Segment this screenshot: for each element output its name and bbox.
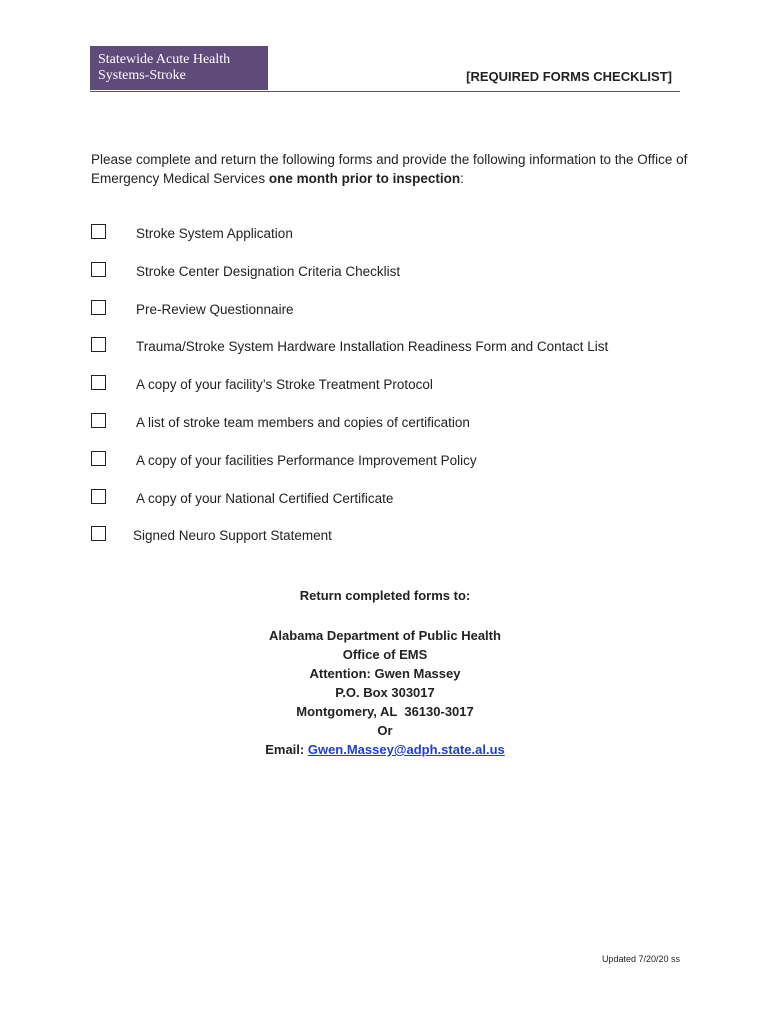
mailing-address (0, 626, 770, 759)
intro-paragraph (91, 150, 691, 188)
updated-note: Updated 7/20/20 ss (601, 954, 680, 964)
org-name-line1: Statewide Acute Health (98, 52, 231, 67)
document-title: [REQUIRED FORMS CHECKLIST] (466, 69, 672, 84)
checkbox[interactable] (91, 375, 106, 390)
checkbox[interactable] (91, 262, 106, 277)
email-link[interactable]: Gwen.Massey@adph.state.al.us (307, 742, 505, 757)
intro-punctuation: : (460, 171, 464, 186)
checklist-item (91, 337, 711, 375)
checkbox[interactable] (91, 224, 106, 239)
email-label: Email: (265, 742, 308, 757)
org-header-box (90, 46, 268, 90)
checklist-item-label: Stroke System Application (136, 226, 293, 241)
checklist-item (91, 526, 711, 564)
return-heading: Return completed forms to: (299, 588, 471, 603)
intro-text: Please complete and return the following forms and provide the following information to the Office of Emergency Medical Services (91, 152, 688, 186)
checklist-item-label: A list of stroke team members and copies of certification (136, 414, 470, 430)
checkbox[interactable] (91, 337, 106, 352)
checklist-item (91, 300, 711, 338)
checklist-item (91, 451, 711, 489)
checkbox[interactable] (91, 451, 106, 466)
checkbox[interactable] (91, 526, 106, 541)
address-city: Montgomery, AL 36130-3017 (296, 704, 474, 719)
checkbox[interactable] (91, 489, 106, 504)
address-po-box: P.O. Box 303017 (335, 685, 435, 700)
checklist-item (91, 413, 711, 451)
checklist-item-label: Stroke Center Designation Criteria Checklist (136, 263, 401, 279)
checklist-item (91, 224, 711, 262)
forms-checklist (91, 224, 711, 564)
checklist-item (91, 375, 711, 413)
address-department: Alabama Department of Public Health (269, 628, 501, 643)
checklist-item-label: A copy of your facilities Performance Improvement Policy (136, 452, 477, 468)
address-attention: Attention: Gwen Massey (309, 666, 461, 681)
checkbox[interactable] (91, 300, 106, 315)
intro-deadline: one month prior to inspection (268, 171, 461, 186)
checkbox[interactable] (91, 413, 106, 428)
checklist-item-label: A copy of your National Certified Certificate (136, 490, 394, 506)
checklist-item-label: Pre-Review Questionnaire (136, 301, 294, 317)
org-name-line2: Systems-Stroke (98, 68, 186, 83)
checklist-item (91, 489, 711, 527)
checklist-item (91, 262, 711, 300)
checklist-item-label: Trauma/Stroke System Hardware Installation Readiness Form and Contact List (136, 339, 609, 355)
checklist-item-label: Signed Neuro Support Statement (133, 528, 332, 544)
address-or: Or (377, 723, 393, 738)
email-line (0, 740, 770, 759)
checklist-item-label: A copy of your facility’s Stroke Treatment Protocol (136, 377, 433, 393)
header-divider (90, 91, 680, 92)
address-office: Office of EMS (342, 647, 428, 662)
